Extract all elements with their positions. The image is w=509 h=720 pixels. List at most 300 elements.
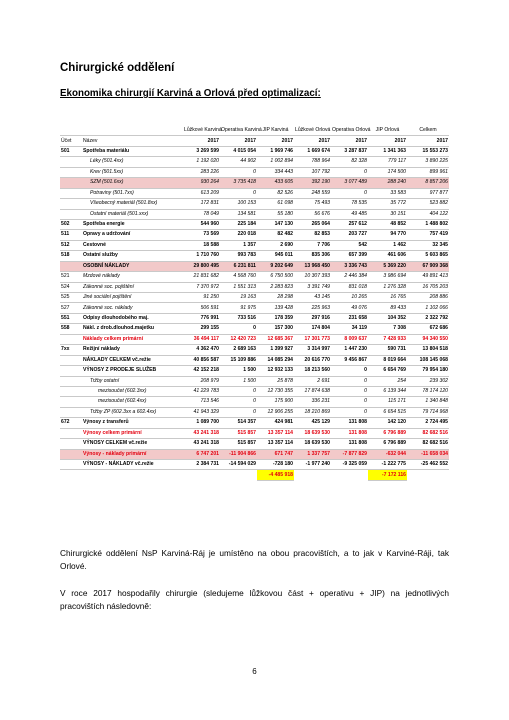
value-cell: 899 961 (407, 167, 449, 177)
value-cell: 19 163 (220, 293, 257, 303)
value-cell: 3 269 599 (183, 146, 220, 156)
value-cell: 5 369 220 (368, 261, 407, 271)
value-cell: 13 968 450 (294, 261, 331, 271)
account-code (60, 428, 82, 438)
value-cell: 7 428 933 (368, 334, 407, 344)
value-cell: 835 306 (294, 251, 331, 261)
account-code: 527 (60, 303, 82, 313)
year-cell: 2017 (407, 136, 449, 146)
row-name: Výnosy z transferů (82, 418, 183, 428)
value-cell: 43 241 318 (183, 439, 220, 449)
value-cell: 0 (331, 366, 368, 376)
account-code (60, 199, 82, 209)
value-cell: 6 231 811 (220, 261, 257, 271)
value-cell: 43 145 (294, 293, 331, 303)
value-cell: 82 853 (294, 230, 331, 240)
value-cell: 174 500 (368, 167, 407, 177)
row-name: Odpisy dlouhodobého maj. (82, 313, 183, 323)
table-row (60, 449, 449, 459)
table-row (60, 219, 449, 229)
value-cell: 1 500 (220, 376, 257, 386)
value-cell: 8 019 664 (368, 355, 407, 365)
account-code (60, 439, 82, 449)
table-row (60, 188, 449, 198)
account-code: 501 (60, 146, 82, 156)
account-code: 672 (60, 418, 82, 428)
value-cell: 42 152 218 (183, 366, 220, 376)
value-cell: 175 900 (257, 397, 294, 407)
value-cell: 28 298 (257, 293, 294, 303)
value-cell: 134 581 (220, 209, 257, 219)
value-cell: 203 727 (331, 230, 368, 240)
ucet-label: Účet (60, 136, 82, 146)
value-cell: 10 307 393 (294, 272, 331, 282)
account-code (60, 178, 82, 188)
value-cell: 220 018 (220, 230, 257, 240)
value-cell: 788 964 (294, 157, 331, 167)
subtotal-row (60, 470, 449, 480)
value-cell: 30 151 (368, 209, 407, 219)
value-cell: 515 857 (220, 428, 257, 438)
value-cell: 6 796 889 (368, 428, 407, 438)
value-cell: 1 357 (220, 240, 257, 250)
value-cell: 404 122 (407, 209, 449, 219)
value-cell: 977 877 (407, 188, 449, 198)
value-cell: 993 783 (220, 251, 257, 261)
value-cell: 6 654 769 (368, 366, 407, 376)
paragraph-results: V roce 2017 hospodařily chirurgie (sledujeme lůžkovou část + operativu + JIP) na jednotlivých pracovištích následovně: (60, 588, 449, 611)
year-cell: 2017 (183, 136, 220, 146)
value-cell: 32 345 (407, 240, 449, 250)
value-cell: 8 857 206 (407, 178, 449, 188)
value-cell: 3 890 225 (407, 157, 449, 167)
subtotal-karvina: -4 485 918 (257, 470, 294, 480)
value-cell: 3 314 997 (294, 345, 331, 355)
account-code: 502 (60, 219, 82, 229)
value-cell: 7 370 972 (183, 282, 220, 292)
value-cell: 2 724 495 (407, 418, 449, 428)
value-cell: 147 130 (257, 219, 294, 229)
value-cell: 48 852 (368, 219, 407, 229)
value-cell: 0 (220, 167, 257, 177)
value-cell: 142 120 (368, 418, 407, 428)
value-cell: 208 979 (183, 376, 220, 386)
account-code (60, 261, 82, 271)
value-cell: 14 085 294 (257, 355, 294, 365)
account-code: 512 (60, 240, 82, 250)
value-cell: 590 731 (368, 345, 407, 355)
row-name: VÝNOSY CELKEM vč.režie (82, 439, 183, 449)
value-cell: 1 551 313 (220, 282, 257, 292)
value-cell: 225 184 (220, 219, 257, 229)
value-cell: 139 428 (257, 303, 294, 313)
value-cell: 0 (220, 188, 257, 198)
value-cell: 16 705 203 (407, 282, 449, 292)
value-cell: 2 322 792 (407, 313, 449, 323)
table-row (60, 334, 449, 344)
value-cell: 78 049 (183, 209, 220, 219)
value-cell: 4 362 470 (183, 345, 220, 355)
account-code: 524 (60, 282, 82, 292)
table-row (60, 293, 449, 303)
value-cell: 6 750 500 (257, 272, 294, 282)
value-cell: 0 (331, 188, 368, 198)
row-name: Tržby ZP (602.3xx a 602.4xx) (82, 407, 183, 417)
value-cell: 56 676 (294, 209, 331, 219)
value-cell: 157 300 (257, 324, 294, 334)
value-cell: -9 325 059 (331, 460, 368, 470)
row-name: Spotřeba energie (82, 219, 183, 229)
value-cell: 0 (220, 324, 257, 334)
column-header-row (60, 126, 449, 136)
value-cell: 91 250 (183, 293, 220, 303)
account-code (60, 397, 82, 407)
account-code (60, 407, 82, 417)
value-cell: 25 878 (257, 376, 294, 386)
value-cell: 1 462 (368, 240, 407, 250)
table-row (60, 439, 449, 449)
value-cell: 1 340 848 (407, 397, 449, 407)
value-cell: 29 800 495 (183, 261, 220, 271)
value-cell: -7 877 829 (331, 449, 368, 459)
value-cell: 78 174 120 (407, 386, 449, 396)
value-cell: 713 546 (183, 397, 220, 407)
value-cell: 7 706 (294, 240, 331, 250)
value-cell: 3 391 749 (294, 282, 331, 292)
table-row (60, 397, 449, 407)
value-cell: 433 605 (257, 178, 294, 188)
table-row (60, 230, 449, 240)
value-cell: 515 857 (220, 439, 257, 449)
table-row (60, 209, 449, 219)
account-code (60, 386, 82, 396)
row-name: Výnosy celkem primární (82, 428, 183, 438)
value-cell: 13 357 114 (257, 428, 294, 438)
row-name: Zákonné soc. náklady (82, 303, 183, 313)
value-cell: 13 804 518 (407, 345, 449, 355)
value-cell: 2 283 823 (257, 282, 294, 292)
table-row (60, 324, 449, 334)
header-luzkove-orlova: Lůžkové Orlová (294, 126, 331, 136)
value-cell: 0 (331, 376, 368, 386)
nazev-label: Název (82, 136, 183, 146)
value-cell: 131 808 (331, 418, 368, 428)
value-cell: 82 328 (331, 157, 368, 167)
table-row (60, 167, 449, 177)
value-cell: 82 682 516 (407, 428, 449, 438)
value-cell: 9 456 867 (331, 355, 368, 365)
value-cell: 1 488 802 (407, 219, 449, 229)
value-cell: 506 591 (183, 303, 220, 313)
row-name: Tržby ostatní (82, 376, 183, 386)
table-row (60, 199, 449, 209)
value-cell: 33 583 (368, 188, 407, 198)
value-cell: 6 747 201 (183, 449, 220, 459)
table-row (60, 313, 449, 323)
subtotal-orlova: -7 172 116 (368, 470, 407, 480)
value-cell: 35 772 (368, 199, 407, 209)
value-cell: 100 153 (220, 199, 257, 209)
value-cell: 61 098 (257, 199, 294, 209)
value-cell: 1 089 700 (183, 418, 220, 428)
value-cell: 6 139 344 (368, 386, 407, 396)
row-name: Jiné sociální pojištění (82, 293, 183, 303)
value-cell: 265 064 (294, 219, 331, 229)
row-name: Léky (501.4xx) (82, 157, 183, 167)
value-cell: 1 337 757 (294, 449, 331, 459)
row-name: Krev (501.5xx) (82, 167, 183, 177)
value-cell: 172 831 (183, 199, 220, 209)
value-cell: 12 420 723 (220, 334, 257, 344)
value-cell: 40 856 587 (183, 355, 220, 365)
value-cell: 930 264 (183, 178, 220, 188)
account-code (60, 188, 82, 198)
value-cell: 12 932 133 (257, 366, 294, 376)
value-cell: 0 (220, 397, 257, 407)
value-cell: 672 686 (407, 324, 449, 334)
value-cell: 288 240 (368, 178, 407, 188)
value-cell: 2 384 731 (183, 460, 220, 470)
value-cell: 299 155 (183, 324, 220, 334)
table-row (60, 303, 449, 313)
row-name: Potraviny (501.7xx) (82, 188, 183, 198)
value-cell: 542 (331, 240, 368, 250)
value-cell: 757 419 (407, 230, 449, 240)
value-cell: 75 493 (294, 199, 331, 209)
row-name: SZM (501.6xx) (82, 178, 183, 188)
year-row (60, 136, 449, 146)
year-cell: 2017 (220, 136, 257, 146)
value-cell: 41 943 329 (183, 407, 220, 417)
account-code (60, 167, 82, 177)
value-cell: 18 210 869 (294, 407, 331, 417)
value-cell: -11 904 866 (220, 449, 257, 459)
account-code (60, 376, 82, 386)
row-name: NÁKLADY CELKEM vč.režie (82, 355, 183, 365)
value-cell: 18 213 560 (294, 366, 331, 376)
value-cell: 1 969 746 (257, 146, 294, 156)
value-cell: 514 357 (220, 418, 257, 428)
value-cell: 178 359 (257, 313, 294, 323)
value-cell: 225 963 (294, 303, 331, 313)
value-cell: 831 018 (331, 282, 368, 292)
value-cell: 94 340 550 (407, 334, 449, 344)
header-celkem: Celkem (407, 126, 449, 136)
value-cell: 336 231 (294, 397, 331, 407)
economics-table (60, 126, 449, 481)
value-cell: 544 960 (183, 219, 220, 229)
header-jip-orlova: JIP Orlová (368, 126, 407, 136)
row-name: Náklady celkem primární (82, 334, 183, 344)
value-cell: 254 (368, 376, 407, 386)
value-cell: 82 482 (257, 230, 294, 240)
value-cell: 2 446 384 (331, 272, 368, 282)
row-name: VÝNOSY Z PRODEJE SLUŽEB (82, 366, 183, 376)
header-luzkove-karvina: Lůžkové Karviná (183, 126, 220, 136)
row-name: mezisoučet (602.3xx) (82, 386, 183, 396)
value-cell: 392 190 (294, 178, 331, 188)
value-cell: 283 226 (183, 167, 220, 177)
value-cell: 10 265 (331, 293, 368, 303)
value-cell: 1 669 674 (294, 146, 331, 156)
value-cell: 6 796 889 (368, 439, 407, 449)
row-name: OSOBNÍ NÁKLADY (82, 261, 183, 271)
row-name: mezisoučet (602.4xx) (82, 397, 183, 407)
value-cell: 523 882 (407, 199, 449, 209)
row-name: Výnosy - náklady primární (82, 449, 183, 459)
value-cell: 1 447 230 (331, 345, 368, 355)
value-cell: 67 909 368 (407, 261, 449, 271)
account-code: 551 (60, 313, 82, 323)
value-cell: 9 202 649 (257, 261, 294, 271)
row-name: Opravy a udržování (82, 230, 183, 240)
value-cell: 104 352 (368, 313, 407, 323)
account-code (60, 209, 82, 219)
value-cell: 297 916 (294, 313, 331, 323)
value-cell: 3 735 418 (220, 178, 257, 188)
value-cell: 2 689 163 (220, 345, 257, 355)
value-cell: 1 710 760 (183, 251, 220, 261)
value-cell: 239 302 (407, 376, 449, 386)
year-cell: 2017 (331, 136, 368, 146)
account-code: 7xx (60, 345, 82, 355)
table-row (60, 146, 449, 156)
row-name: Mzdové náklady (82, 272, 183, 282)
value-cell: 13 357 114 (257, 439, 294, 449)
account-code (60, 334, 82, 344)
value-cell: 657 399 (331, 251, 368, 261)
table-row (60, 460, 449, 470)
value-cell: 16 765 (368, 293, 407, 303)
value-cell: 733 516 (220, 313, 257, 323)
row-name: Všeobecný materiál (501.8xx) (82, 199, 183, 209)
value-cell: 0 (220, 386, 257, 396)
account-code: 521 (60, 272, 82, 282)
table-body (60, 146, 449, 470)
value-cell: 20 616 770 (294, 355, 331, 365)
value-cell: 461 606 (368, 251, 407, 261)
account-code: 518 (60, 251, 82, 261)
row-name: Cestovné (82, 240, 183, 250)
value-cell: 1 002 894 (257, 157, 294, 167)
table-row (60, 366, 449, 376)
value-cell: 91 975 (220, 303, 257, 313)
value-cell: 15 109 886 (220, 355, 257, 365)
value-cell: 671 747 (257, 449, 294, 459)
value-cell: 0 (331, 167, 368, 177)
value-cell: 174 804 (294, 324, 331, 334)
year-cell: 2017 (368, 136, 407, 146)
value-cell: 1 276 328 (368, 282, 407, 292)
value-cell: 3 287 837 (331, 146, 368, 156)
row-name: Ostatní materiál (501.xxx) (82, 209, 183, 219)
value-cell: 1 102 066 (407, 303, 449, 313)
row-name: Nákl. z drob.dlouhod.majetku (82, 324, 183, 334)
value-cell: 3 986 694 (368, 272, 407, 282)
value-cell: 4 015 054 (220, 146, 257, 156)
value-cell: 0 (331, 407, 368, 417)
paragraph-location: Chirurgické oddělení NsP Karviná-Ráj je umístěno na obou pracovištích, a to jak v Karviné-Ráji, tak Orlové. (60, 548, 449, 571)
account-code (60, 355, 82, 365)
value-cell: 1 500 (220, 366, 257, 376)
value-cell: 2 690 (257, 240, 294, 250)
row-name: Režijní náklady (82, 345, 183, 355)
value-cell: 17 301 773 (294, 334, 331, 344)
value-cell: 4 568 760 (220, 272, 257, 282)
value-cell: 1 341 363 (368, 146, 407, 156)
value-cell: 82 682 516 (407, 439, 449, 449)
value-cell: 613 209 (183, 188, 220, 198)
value-cell: 78 535 (331, 199, 368, 209)
value-cell: 6 654 515 (368, 407, 407, 417)
table-row (60, 345, 449, 355)
value-cell: -632 044 (368, 449, 407, 459)
table-row (60, 178, 449, 188)
value-cell: 425 129 (294, 418, 331, 428)
value-cell: 115 171 (368, 397, 407, 407)
value-cell: 12 685 367 (257, 334, 294, 344)
value-cell: 15 553 273 (407, 146, 449, 156)
value-cell: 779 117 (368, 157, 407, 167)
value-cell: -1 222 775 (368, 460, 407, 470)
header-jip-karvina: JIP Karviná (257, 126, 294, 136)
value-cell: 49 485 (331, 209, 368, 219)
table-row (60, 240, 449, 250)
row-name: Ostatní služby (82, 251, 183, 261)
table-row (60, 251, 449, 261)
value-cell: 8 009 637 (331, 334, 368, 344)
account-code: 525 (60, 293, 82, 303)
value-cell: 43 241 318 (183, 428, 220, 438)
row-name: Spotřeba materiálu (82, 146, 183, 156)
account-code (60, 366, 82, 376)
year-cell: 2017 (294, 136, 331, 146)
value-cell: 3 077 489 (331, 178, 368, 188)
value-cell: -11 658 034 (407, 449, 449, 459)
row-name: Zákonné soc. pojištění (82, 282, 183, 292)
value-cell: 41 229 783 (183, 386, 220, 396)
value-cell: 36 494 117 (183, 334, 220, 344)
value-cell: 18 639 530 (294, 428, 331, 438)
value-cell: 49 891 413 (407, 272, 449, 282)
value-cell: 2 691 (294, 376, 331, 386)
account-code: 511 (60, 230, 82, 240)
value-cell: -1 977 240 (294, 460, 331, 470)
table-row (60, 418, 449, 428)
value-cell: 73 569 (183, 230, 220, 240)
value-cell: 424 981 (257, 418, 294, 428)
value-cell: 18 588 (183, 240, 220, 250)
value-cell: 89 433 (368, 303, 407, 313)
value-cell: 257 612 (331, 219, 368, 229)
value-cell: 3 336 743 (331, 261, 368, 271)
table-row (60, 386, 449, 396)
table-row (60, 407, 449, 417)
value-cell: 107 792 (294, 167, 331, 177)
value-cell: 82 526 (257, 188, 294, 198)
value-cell: 248 559 (294, 188, 331, 198)
value-cell: 34 119 (331, 324, 368, 334)
row-name: VÝNOSY - NÁKLADY vč.režie (82, 460, 183, 470)
table-row (60, 261, 449, 271)
value-cell: -14 594 029 (220, 460, 257, 470)
value-cell: 55 180 (257, 209, 294, 219)
table-row (60, 376, 449, 386)
value-cell: 21 831 682 (183, 272, 220, 282)
value-cell: -25 462 552 (407, 460, 449, 470)
value-cell: 945 011 (257, 251, 294, 261)
value-cell: 12 906 255 (257, 407, 294, 417)
